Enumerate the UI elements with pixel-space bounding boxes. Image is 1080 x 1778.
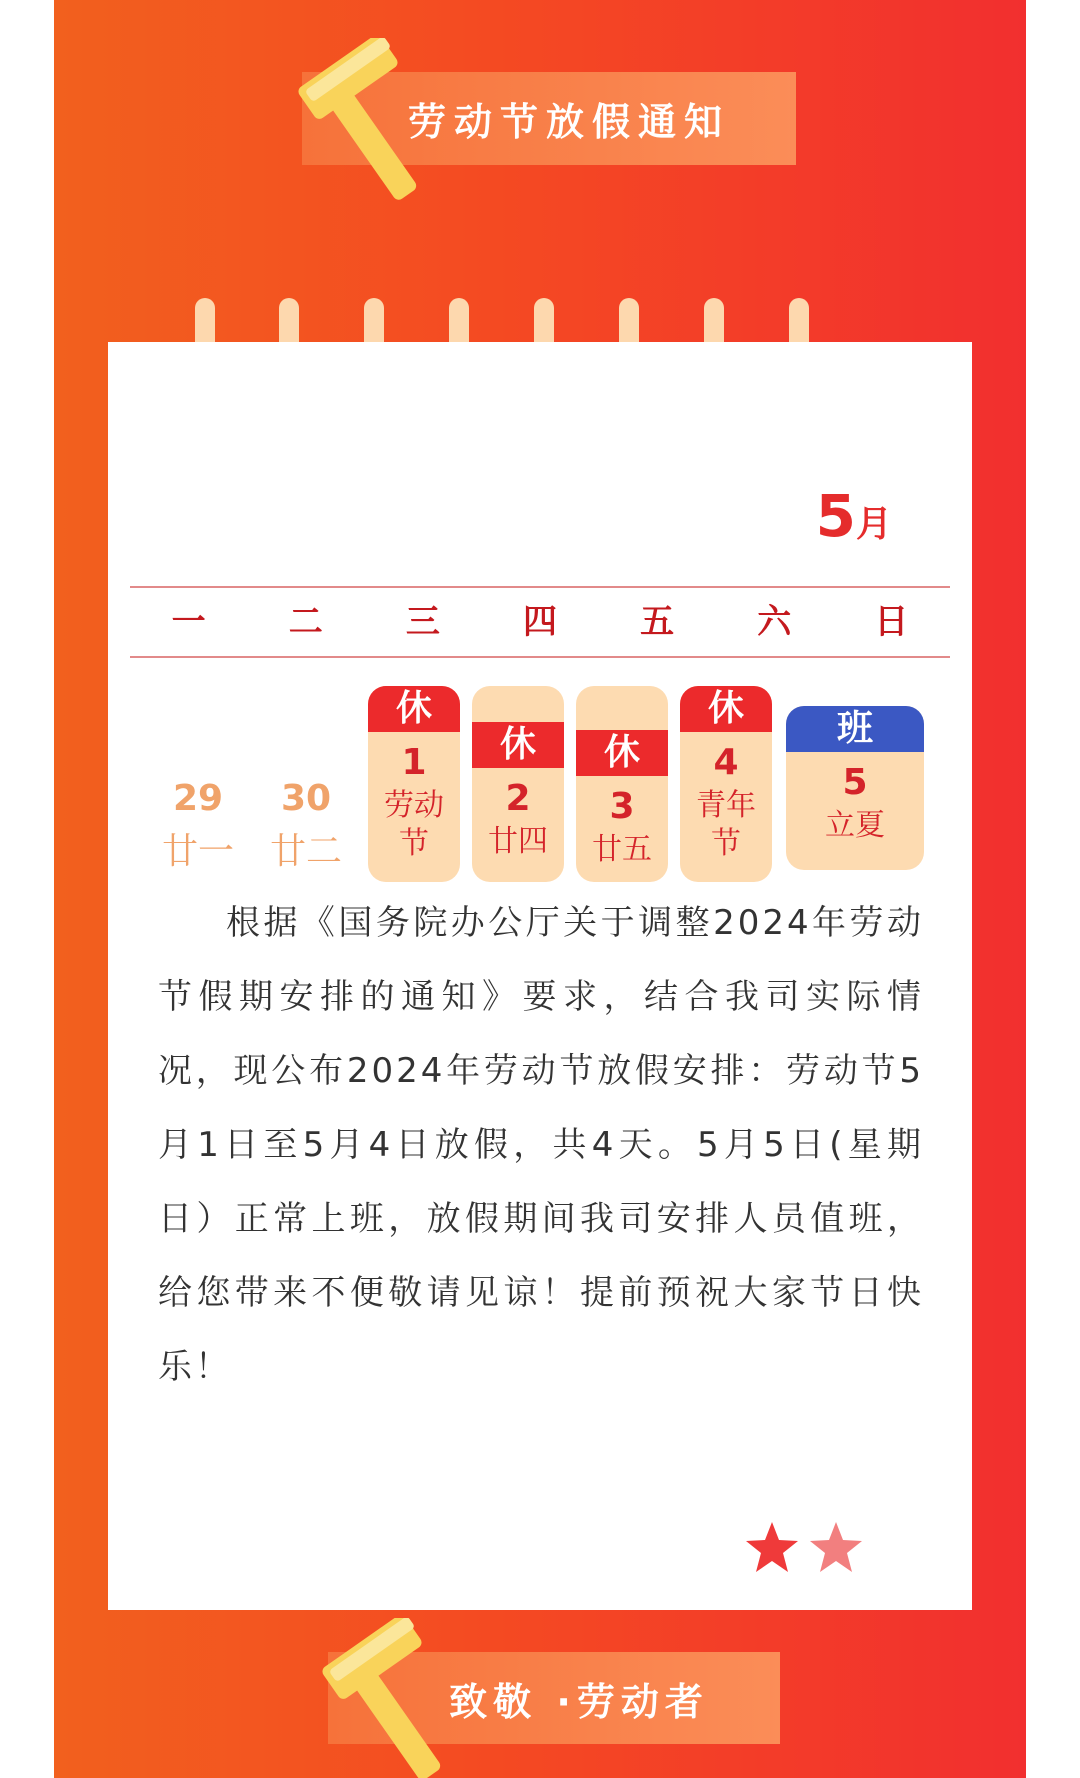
star-icon — [744, 1520, 800, 1576]
day-number: 4 — [713, 742, 739, 783]
slogan-text: 致敬 ·劳动者 — [449, 1679, 709, 1724]
star-icon — [808, 1520, 864, 1576]
weekday-mon: 一 — [171, 602, 206, 642]
weekday-sun: 日 — [874, 602, 909, 642]
day-number: 29 — [172, 778, 224, 819]
weekday-wed: 三 — [405, 602, 440, 642]
lunar-date: 廿五 — [592, 832, 652, 867]
weekday-tue: 二 — [288, 602, 323, 642]
work-tag: 班 — [786, 706, 924, 752]
holiday-day-card — [680, 686, 772, 882]
month-unit: 月 — [855, 504, 892, 545]
hammer-icon — [290, 38, 430, 208]
hammer-icon — [314, 1618, 454, 1778]
workday-card — [786, 706, 924, 870]
page-title: 劳动节放假通知 — [407, 100, 730, 144]
lunar-date: 廿一 — [161, 831, 234, 872]
day-number: 3 — [609, 786, 635, 827]
rest-tag: 休 — [472, 722, 564, 768]
day-number: 1 — [401, 742, 427, 783]
month-label — [816, 482, 892, 550]
holiday-day-card — [576, 686, 668, 882]
rest-tag: 休 — [680, 686, 772, 732]
rest-tag: 休 — [576, 730, 668, 776]
lunar-date: 廿四 — [488, 824, 548, 859]
weekday-fri: 五 — [640, 602, 675, 642]
lunar-date: 青年节 — [696, 788, 756, 861]
calendar-page — [108, 342, 972, 1610]
poster — [54, 0, 1026, 1778]
month-number: 5 — [815, 482, 856, 550]
rest-tag: 休 — [368, 686, 460, 732]
holiday-day-card — [368, 686, 460, 882]
holiday-day-card — [472, 686, 564, 882]
day-cell — [266, 778, 346, 874]
lunar-date: 劳动节 — [384, 788, 444, 861]
lunar-date: 立夏 — [825, 808, 885, 843]
weekday-thu: 四 — [522, 602, 557, 642]
weekday-header — [130, 586, 950, 658]
weekday-sat: 六 — [757, 602, 792, 642]
lunar-date: 廿二 — [269, 831, 342, 872]
day-number: 30 — [280, 778, 332, 819]
day-cell — [158, 778, 238, 874]
notice-text: 根据《国务院办公厅关于调整2024年劳动节假期安排的通知》要求，结合我司实际情况，现公布2024年劳动节放假安排：劳动节5月1日至5月4日放假，共4天。5月5日(星期日）正常上班，放假期间我司安排人员值班，给您带来不便敬请见谅！提前预祝大家节日快乐！ — [158, 903, 924, 1387]
day-number: 2 — [505, 778, 531, 819]
day-number: 5 — [842, 762, 868, 803]
